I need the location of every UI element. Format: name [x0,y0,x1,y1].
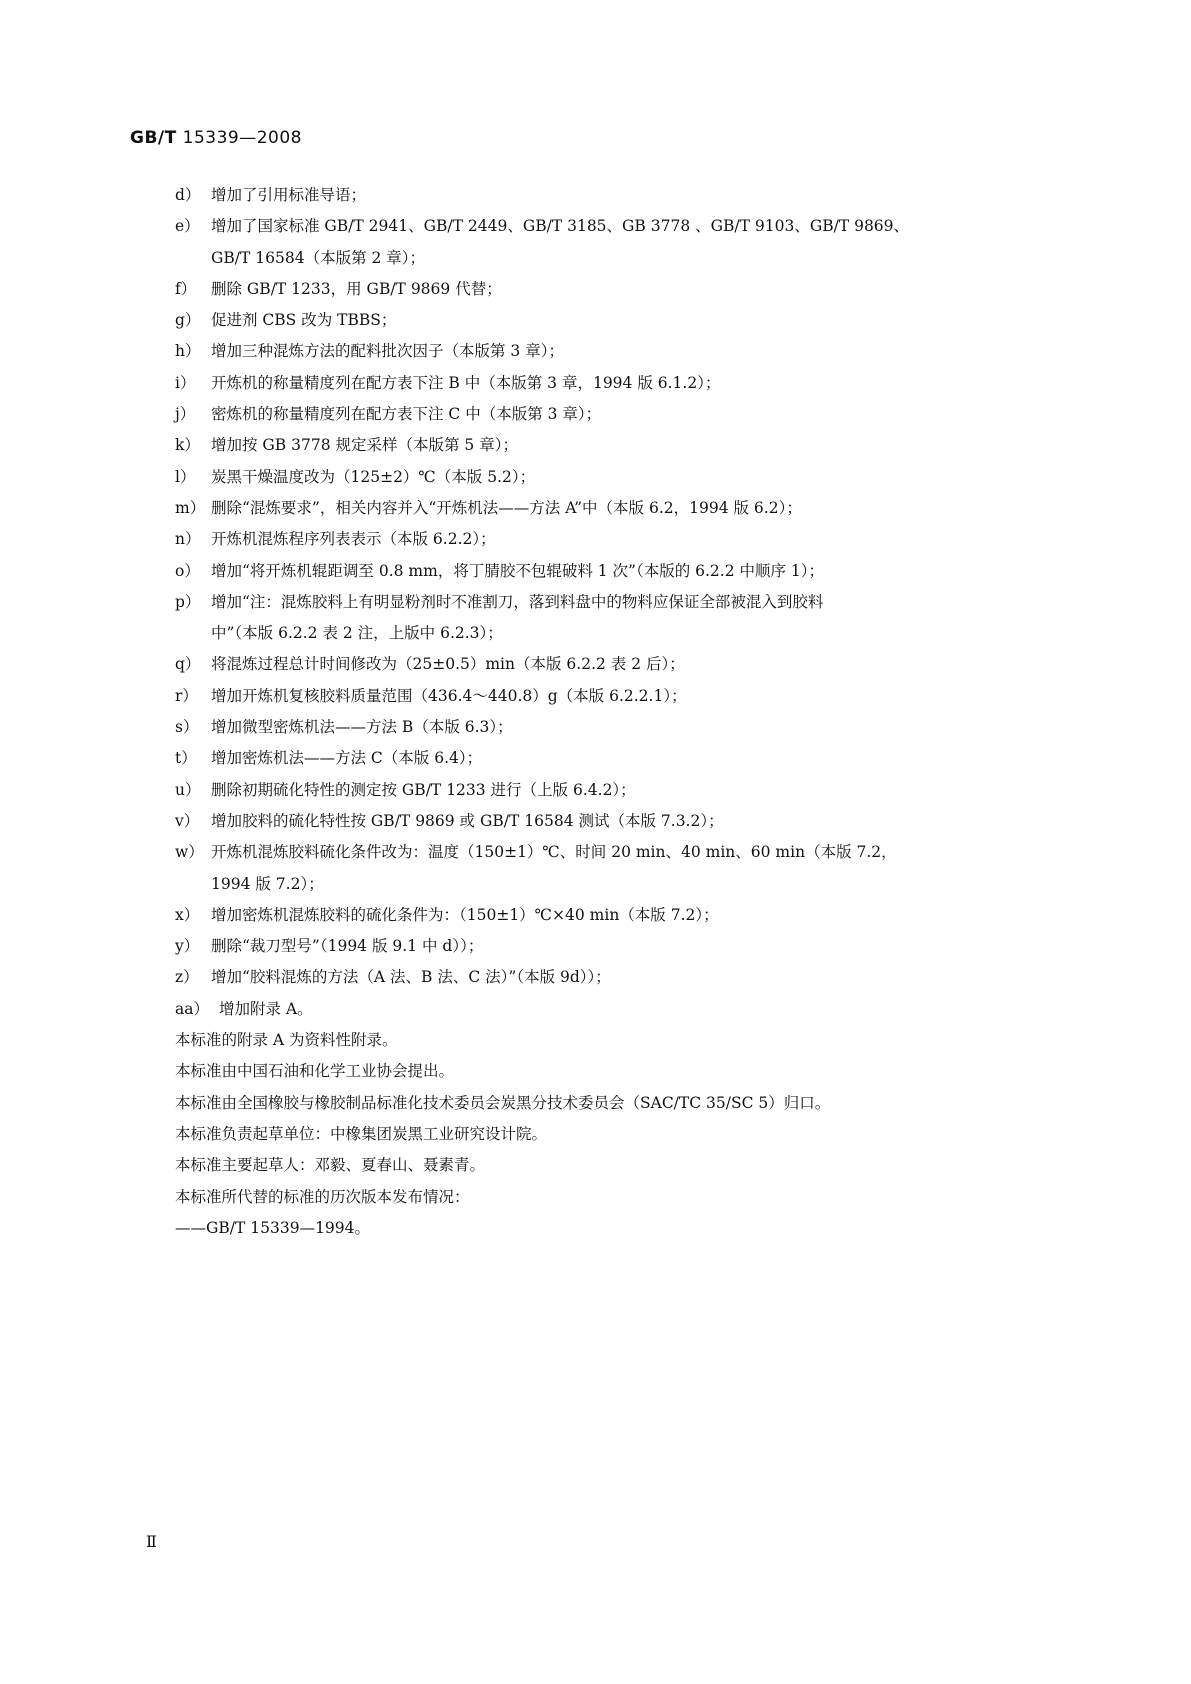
item-text: 增加微型密炼机法——方法 B（本版 6.3）； [211,718,513,737]
item-marker: l） [175,467,196,486]
item-marker: n） [175,530,201,549]
paragraph-history-intro: 本标准所代替的标准的历次版本发布情况： [175,1187,470,1206]
list-item [175,430,1055,461]
list-item [175,556,1055,587]
item-marker: y） [175,937,200,956]
standard-code: GB/T [130,128,177,148]
list-item [175,837,1055,900]
item-marker: t） [175,749,197,768]
list-item [175,211,1055,274]
item-marker: z） [175,968,199,987]
item-marker: e） [175,217,200,236]
item-text: 增加密炼机法——方法 C（本版 6.4）； [211,749,483,768]
item-text: 增加“胶料混炼的方法（A 法、B 法、C 法）”（本版 9d））； [211,968,611,987]
item-text: 增加“注：混炼胶料上有明显粉剂时不准割刀，落到料盘中的物料应保证全部被混入到胶料 中”（本版 6.2.2 表 2 注，上版中 6.2.3）； [211,592,824,643]
item-text: 增加三种混炼方法的配料批次因子（本版第 3 章）； [211,342,564,361]
item-text: 增加“将开炼机辊距调至 0.8 mm，将丁腈胶不包辊破料 1 次”（本版的 6.2.2 中顺序 1）； [211,561,825,580]
item-text: 增加开炼机复核胶料质量范围（436.4～440.8）g（本版 6.2.2.1）； [211,686,687,705]
paragraph-committee: 本标准由全国橡胶与橡胶制品标准化技术委员会炭黑分技术委员会（SAC/TC 35/SC 5）归口。 [175,1093,831,1112]
item-marker: m） [175,498,206,517]
item-marker: o） [175,561,200,580]
list-item [175,806,1055,837]
item-text: 删除初期硫化特性的测定按 GB/T 1233 进行（上版 6.4.2）； [211,780,636,799]
item-marker: r） [175,686,198,705]
item-text: 删除“混炼要求”，相关内容并入“开炼机法——方法 A”中（本版 6.2，1994 版 6.2）； [211,498,802,517]
item-marker: aa） [175,999,209,1018]
paragraph-annex-note: 本标准的附录 A 为资料性附录。 [175,1031,398,1050]
item-text: 增加了国家标准 GB/T 2941、GB/T 2449、GB/T 3185、GB 3778 、GB/T 9103、GB/T 9869、 GB/T 16584（本版第 2 章）； [211,217,910,267]
list-item [175,399,1055,430]
item-text: 开炼机混炼程序列表表示（本版 6.2.2）； [211,530,496,549]
list-item [175,775,1055,806]
item-marker: q） [175,655,201,674]
list-item [175,681,1055,712]
list-item [175,180,1055,211]
list-item [175,493,1055,524]
item-text: 增加胶料的硫化特性按 GB/T 9869 或 GB/T 16584 测试（本版 7.3.2）； [211,811,724,830]
item-marker: k） [175,436,200,455]
paragraph-history-item: ——GB/T 15339—1994。 [175,1218,371,1237]
item-text: 开炼机混炼胶料硫化条件改为：温度（150±1）℃、时间 20 min、40 min、60 min（本版 7.2， 1994 版 7.2）； [211,843,897,893]
item-text: 增加附录 A。 [219,999,313,1018]
item-text: 增加密炼机混炼胶料的硫化条件为：（150±1）℃×40 min（本版 7.2）； [211,905,719,924]
list-item [175,462,1055,493]
item-marker: u） [175,780,201,799]
list-item [175,962,1055,993]
list-item [175,368,1055,399]
list-item [175,587,1055,650]
list-item [175,743,1055,774]
item-marker: g） [175,311,201,330]
list-item [175,931,1055,962]
item-marker: w） [175,843,204,862]
item-marker: x） [175,905,200,924]
list-item [175,524,1055,555]
list-item [175,900,1055,931]
item-text: 开炼机的称量精度列在配方表下注 B 中（本版第 3 章，1994 版 6.1.2）； [211,373,721,392]
item-marker: i） [175,373,196,392]
item-text: 删除“裁刀型号”（1994 版 9.1 中 d））； [211,937,484,956]
item-text: 促进剂 CBS 改为 TBBS； [211,311,397,330]
item-text: 炭黑干燥温度改为（125±2）℃（本版 5.2）； [211,467,536,486]
item-marker: s） [175,718,199,737]
item-marker: f） [175,279,197,298]
item-marker: j） [175,405,196,424]
paragraph-drafters: 本标准主要起草人：邓毅、夏春山、聂素青。 [175,1156,486,1175]
list-item [175,274,1055,305]
paragraph-drafting-unit: 本标准负责起草单位：中橡集团炭黑工业研究设计院。 [175,1124,548,1143]
list-item [175,336,1055,367]
list-item [175,712,1055,743]
document-header [130,128,302,148]
item-marker: d） [175,186,201,204]
item-text: 密炼机的称量精度列在配方表下注 C 中（本版第 3 章）； [211,405,602,424]
item-marker: p） [175,592,201,611]
item-text: 增加按 GB 3778 规定采样（本版第 5 章）； [211,436,518,455]
item-text: 将混炼过程总计时间修改为（25±0.5）min（本版 6.2.2 表 2 后）； [211,655,685,674]
list-item [175,649,1055,680]
standard-number: 15339—2008 [182,128,302,148]
paragraph-proposer: 本标准由中国石油和化学工业协会提出。 [175,1062,455,1081]
list-item [175,994,1055,1025]
item-text: 增加了引用标准导语； [211,186,367,204]
item-marker: h） [175,342,201,361]
list-item [175,305,1055,336]
page-number: Ⅱ [146,1532,157,1551]
document-body [175,180,1055,1244]
item-marker: v） [175,811,200,830]
item-text: 删除 GB/T 1233，用 GB/T 9869 代替； [211,279,502,298]
